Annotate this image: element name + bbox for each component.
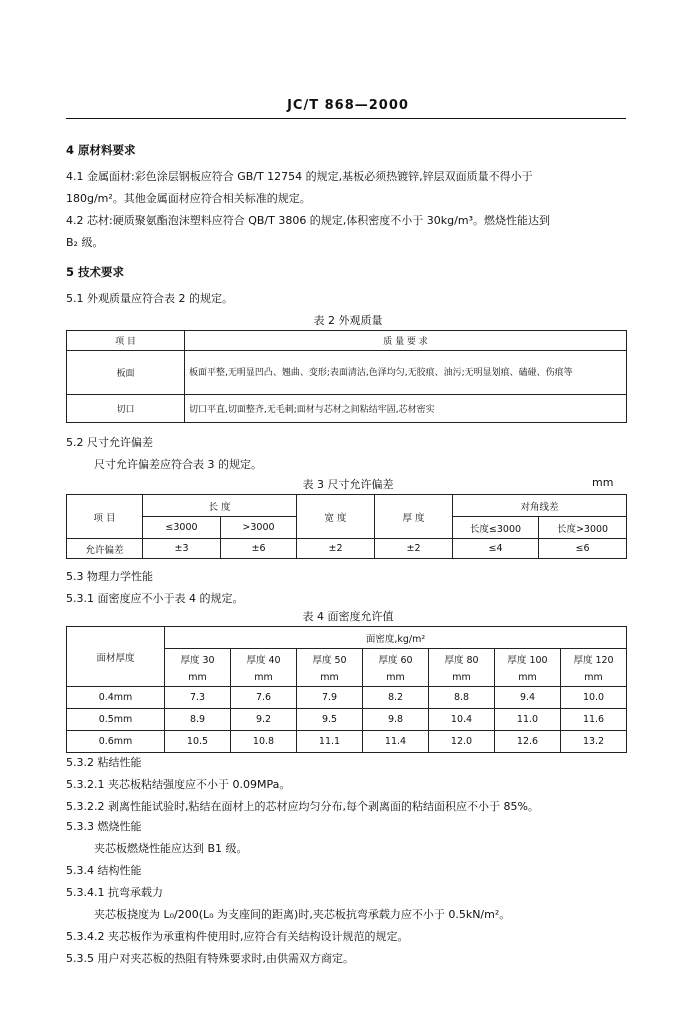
table-row [67,731,627,753]
table-row [67,495,627,517]
table-row [67,627,627,649]
table-header-cell: 长度≤3000 [453,517,539,539]
clause-5-3-4-1-text: 夹芯板挠度为 L₀/200(L₀ 为支座间的距离)时,夹芯板抗弯承载力应不小于 0.5kN/m²。 [94,908,511,921]
table-header-cell: 项 目 [67,495,143,539]
table-header-cell: 对角线差 [453,495,627,517]
clause-5-3-title: 5.3 物理力学性能 [66,570,153,583]
page-header: JC/T 868—2000 [287,98,409,113]
table-header-cell: 面密度,kg/m² [165,627,627,649]
table-header-cell: 厚度 120 [561,649,627,669]
table-cell: 8.8 [429,687,495,709]
table-row [67,331,627,351]
clause-5-3-2-2: 5.3.2.2 剥离性能试验时,粘结在面材上的芯材应均匀分布,每个剥离面的粘结面积应不小于 85%。 [66,800,539,813]
clause-5-2-title: 5.2 尺寸允许偏差 [66,436,153,449]
table-header-cell: 厚度 40 [231,649,297,669]
table-3 [66,494,627,559]
table-header-cell: mm [495,669,561,687]
table-cell: 10.5 [165,731,231,753]
table-row [67,709,627,731]
clause-5-3-2-title: 5.3.2 粘结性能 [66,756,142,769]
table-header-cell: mm [231,669,297,687]
table-row [67,539,627,559]
table-cell: 允许偏差 [67,539,143,559]
clause-4-2-line1: 4.2 芯材:硬质聚氨酯泡沫塑料应符合 QB/T 3806 的规定,体积密度不小于 30kg/m³。燃烧性能达到 [66,214,550,227]
table-cell: 11.6 [561,709,627,731]
table-header-cell: mm [561,669,627,687]
clause-5-3-5: 5.3.5 用户对夹芯板的热阻有特殊要求时,由供需双方商定。 [66,952,354,965]
table-cell: 9.2 [231,709,297,731]
table-cell: 切口 [67,395,185,423]
clause-5-3-4-title: 5.3.4 结构性能 [66,864,142,877]
table-4 [66,626,627,753]
table-row [67,395,627,423]
table-header-cell: 厚度 50 [297,649,363,669]
table-header-cell: 质 量 要 求 [185,331,627,351]
table-header-cell: ≤3000 [143,517,221,539]
table-cell: ≤6 [539,539,627,559]
table-header-cell: mm [165,669,231,687]
table-cell: ±3 [143,539,221,559]
clause-5-3-4-2: 5.3.4.2 夹芯板作为承重构件使用时,应符合有关结构设计规范的规定。 [66,930,409,943]
table-cell: 12.6 [495,731,561,753]
table-header-cell: 项 目 [67,331,185,351]
table-cell: 12.0 [429,731,495,753]
table-cell: 0.6mm [67,731,165,753]
table-header-cell: 宽 度 [297,495,375,539]
table-cell: 9.5 [297,709,363,731]
table-cell: 9.8 [363,709,429,731]
table-cell: 10.4 [429,709,495,731]
table-cell: 8.2 [363,687,429,709]
clause-5-1: 5.1 外观质量应符合表 2 的规定。 [66,292,233,305]
table-header-cell: 面材厚度 [67,627,165,687]
clause-5-3-2-1: 5.3.2.1 夹芯板粘结强度应不小于 0.09MPa。 [66,778,291,791]
table-cell: 7.6 [231,687,297,709]
clause-4-1-line2: 180g/m²。其他金属面材应符合相关标准的规定。 [66,192,311,205]
clause-5-3-1: 5.3.1 面密度应不小于表 4 的规定。 [66,592,244,605]
clause-4-2-line2: B₂ 级。 [66,236,104,249]
table-2 [66,330,627,423]
clause-5-2-text: 尺寸允许偏差应符合表 3 的规定。 [94,458,262,471]
table-cell: ±2 [297,539,375,559]
table-3-unit: mm [592,476,614,489]
table-header-cell: 长度>3000 [539,517,627,539]
table-header-cell: mm [363,669,429,687]
table-cell: ±6 [221,539,297,559]
table-cell: 8.9 [165,709,231,731]
table-cell: ≤4 [453,539,539,559]
clause-5-3-4-1-title: 5.3.4.1 抗弯承载力 [66,886,163,899]
table-cell: 13.2 [561,731,627,753]
header-rule [66,118,626,119]
table-header-cell: 厚度 60 [363,649,429,669]
section-4-title: 4 原材料要求 [66,143,136,157]
table-cell: 10.0 [561,687,627,709]
table-cell: 7.3 [165,687,231,709]
table-cell: ±2 [375,539,453,559]
table-header-cell: 厚度 30 [165,649,231,669]
table-cell: 11.0 [495,709,561,731]
table-cell: 11.4 [363,731,429,753]
table-header-cell: 厚度 80 [429,649,495,669]
table-cell: 0.4mm [67,687,165,709]
table-header-cell: 厚 度 [375,495,453,539]
table-cell: 9.4 [495,687,561,709]
table-4-caption: 表 4 面密度允许值 [302,610,394,623]
table-header-cell: mm [297,669,363,687]
table-cell: 0.5mm [67,709,165,731]
table-cell: 切口平直,切面整齐,无毛刺;面材与芯材之间粘结牢固,芯材密实 [185,395,627,423]
table-3-caption: 表 3 尺寸允许偏差 [302,478,394,491]
clause-5-3-3-title: 5.3.3 燃烧性能 [66,820,142,833]
table-header-cell: 长 度 [143,495,297,517]
clause-4-1-line1: 4.1 金属面材:彩色涂层钢板应符合 GB/T 12754 的规定,基板必须热镀锌,锌层双面质量不得小于 [66,170,533,183]
table-header-cell: >3000 [221,517,297,539]
table-cell: 板面 [67,351,185,395]
table-row [67,351,627,395]
table-header-cell: 厚度 100 [495,649,561,669]
table-cell: 11.1 [297,731,363,753]
section-5-title: 5 技术要求 [66,265,125,279]
table-2-caption: 表 2 外观质量 [313,314,383,327]
table-header-cell: mm [429,669,495,687]
table-row [67,687,627,709]
table-cell: 10.8 [231,731,297,753]
table-cell: 板面平整,无明显凹凸、翘曲、变形;表面清洁,色泽均匀,无胶痕、油污;无明显划痕、磕碰、伤痕等 [185,351,627,395]
table-cell: 7.9 [297,687,363,709]
clause-5-3-3-text: 夹芯板燃烧性能应达到 B1 级。 [94,842,248,855]
